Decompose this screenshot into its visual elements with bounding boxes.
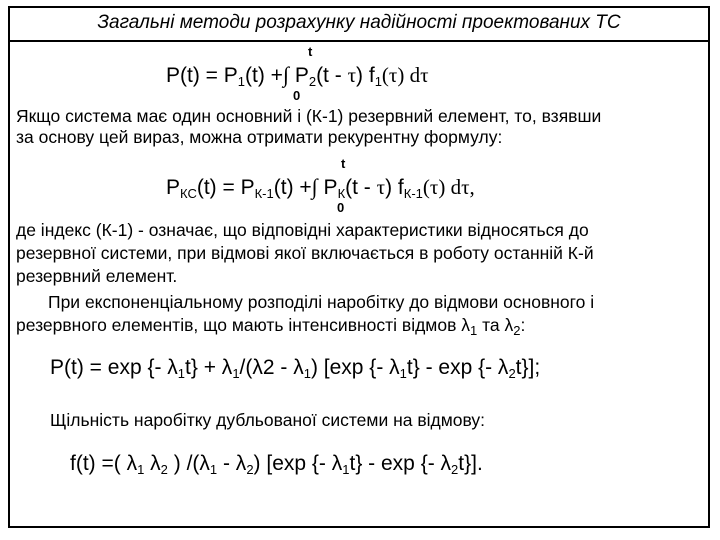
slide-title: Загальні методи розрахунку надійності проектованих ТС <box>97 12 621 33</box>
paragraph-4: Щільність наробітку дубльованої системи на відмову: <box>50 410 486 430</box>
formula-1: $P(t) = P_1(t)$ +∫ $P_2(t - \tau)$ $f_1(\tau)$ dτ <box>166 62 429 89</box>
paragraph-2-line-1: де індекс (К-1) - означає, що відповідні характеристики відносяться до <box>16 220 589 240</box>
integral-lower-limit: 0 <box>293 88 301 103</box>
paragraph-1-line-1: Якщо система має один основний і (К-1) резервний елемент, то, взявши <box>16 106 602 126</box>
paragraph-2-line-2: резервної системи, при відмові якої включається в роботу останній К-й <box>16 243 594 263</box>
integral-upper-limit: t <box>308 44 313 59</box>
formula-3: P(t) = exp {- $\lambda_1t\} + \lambda_1/(\lambda 2 - \lambda_1)$ [exp {- $\lambda_1t$} - exp {- $\lambda_2t$}]; <box>50 356 541 381</box>
formula-2: $P_{КС}(t) = P_{К-1}(t)$ +∫ $P_К(t - \tau)$ $f_{К-1}(\tau)$ dτ, <box>166 174 475 201</box>
paragraph-3-line-1: При експоненціальному розподілі наробітку до відмови основного і <box>48 292 595 312</box>
formula-4: f(t) =( $\lambda_1$ $\lambda_2$ ) $/(\lambda_1 - \lambda_2)$ [exp {- $\lambda_1t$} - exp {- $\lambda_2t$}]. <box>70 452 483 477</box>
title-bar <box>8 6 710 42</box>
integral-lower-limit-2: 0 <box>337 200 345 215</box>
paragraph-2-line-3: резервний елемент. <box>16 266 178 286</box>
integral-upper-limit-2: t <box>341 156 346 171</box>
paragraph-1-line-2: за основу цей вираз, можна отримати рекурентну формулу: <box>16 127 503 147</box>
paragraph-3-line-2: резервного елементів, що мають інтенсивності відмов $\lambda_1$ та $\lambda_2$: <box>16 315 526 338</box>
